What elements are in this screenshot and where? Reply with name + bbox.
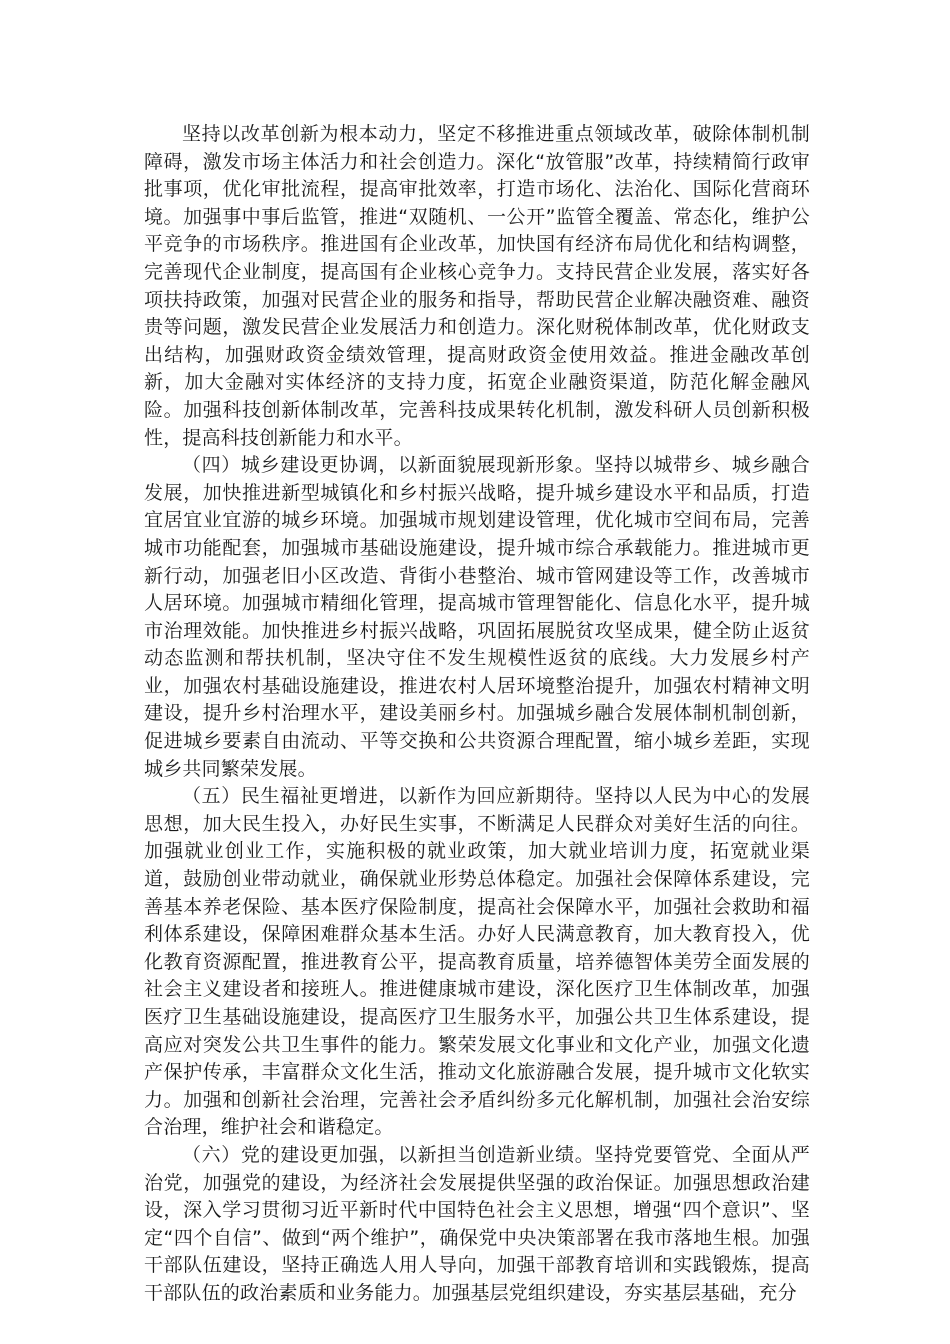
paragraph-livelihood: （五）民生福祉更增进，以新作为回应新期待。坚持以人民为中心的发展思想，加大民生投入，办好民生实事，不断满足人民群众对美好生活的向往。加强就业创业工作，实施积极的就业政策，加大就业培训力度，拓宽就业渠道，鼓励创业带动就业，确保就业形势总体稳定。加强社会保障体系建设，完善基本养老保险、基本医疗保险制度，提高社会保障水平，加强社会救助和福利体系建设，保障困难群众基本生活。办好人民满意教育，加大教育投入，优化教育资源配置，推进教育公平，提高教育质量，培养德智体美劳全面发展的社会主义建设者和接班人。推进健康城市建设，深化医疗卫生体制改革，加强医疗卫生基础设施建设，提高医疗卫生服务水平，加强公共卫生体系建设，提高应对突发公共卫生事件的能力。繁荣发展文化事业和文化产业，加强文化遗产保护传承，丰富群众文化生活，推动文化旅游融合发展，提升城市文化软实力。加强和创新社会治理，完善社会矛盾纠纷多元化解机制，加强社会治安综合治理，维护社会和谐稳定。: [144, 785, 810, 1139]
paragraph-urban-rural: （四）城乡建设更协调，以新面貌展现新形象。坚持以城带乡、城乡融合发展，加快推进新型城镇化和乡村振兴战略，提升城乡建设水平和品质，打造宜居宜业宜游的城乡环境。加强城市规划建设管理，优化城市空间布局，完善城市功能配套，加强城市基础设施建设，提升城市综合承载能力。推进城市更新行动，加强老旧小区改造、背街小巷整治、城市管网建设等工作，改善城市人居环境。加强城市精细化管理，提高城市管理智能化、信息化水平，提升城市治理效能。加快推进乡村振兴战略，巩固拓展脱贫攻坚成果，健全防止返贫动态监测和帮扶机制，坚决守住不发生规模性返贫的底线。大力发展乡村产业，加强农村基础设施建设，推进农村人居环境整治提升，加强农村精神文明建设，提升乡村治理水平，建设美丽乡村。加强城乡融合发展体制机制创新，促进城乡要素自由流动、平等交换和公共资源合理配置，缩小城乡差距，实现城乡共同繁荣发展。: [144, 454, 810, 780]
paragraph-reform: 坚持以改革创新为根本动力，坚定不移推进重点领域改革，破除体制机制障碍，激发市场主体活力和社会创造力。深化“放管服”改革，持续精简行政审批事项，优化审批流程，提高审批效率，打造市场化、法治化、国际化营商环境。加强事中事后监管，推进“双随机、一公开”监管全覆盖、常态化，维护公平竞争的市场秩序。推进国有企业改革，加快国有经济布局优化和结构调整，完善现代企业制度，提高国有企业核心竞争力。支持民营企业发展，落实好各项扶持政策，加强对民营企业的服务和指导，帮助民营企业解决融资难、融资贵等问题，激发民营企业发展活力和创造力。深化财税体制改革，优化财政支出结构，加强财政资金绩效管理，提高财政资金使用效益。推进金融改革创新，加大金融对实体经济的支持力度，拓宽企业融资渠道，防范化解金融风险。加强科技创新体制改革，完善科技成果转化机制，激发科研人员创新积极性，提高科技创新能力和水平。: [144, 123, 810, 449]
document-body: [144, 121, 810, 1308]
paragraph-party-building: （六）党的建设更加强，以新担当创造新业绩。坚持党要管党、全面从严治党，加强党的建设，为经济社会发展提供坚强的政治保证。加强思想政治建设，深入学习贯彻习近平新时代中国特色社会主义思想，增强“四个意识”、坚定“四个自信”、做到“两个维护”，确保党中央决策部署在我市落地生根。加强干部队伍建设，坚持正确选人用人导向，加强干部教育培训和实践锻炼，提高干部队伍的政治素质和业务能力。加强基层党组织建设，夯实基层基础，充分: [144, 1143, 810, 1304]
